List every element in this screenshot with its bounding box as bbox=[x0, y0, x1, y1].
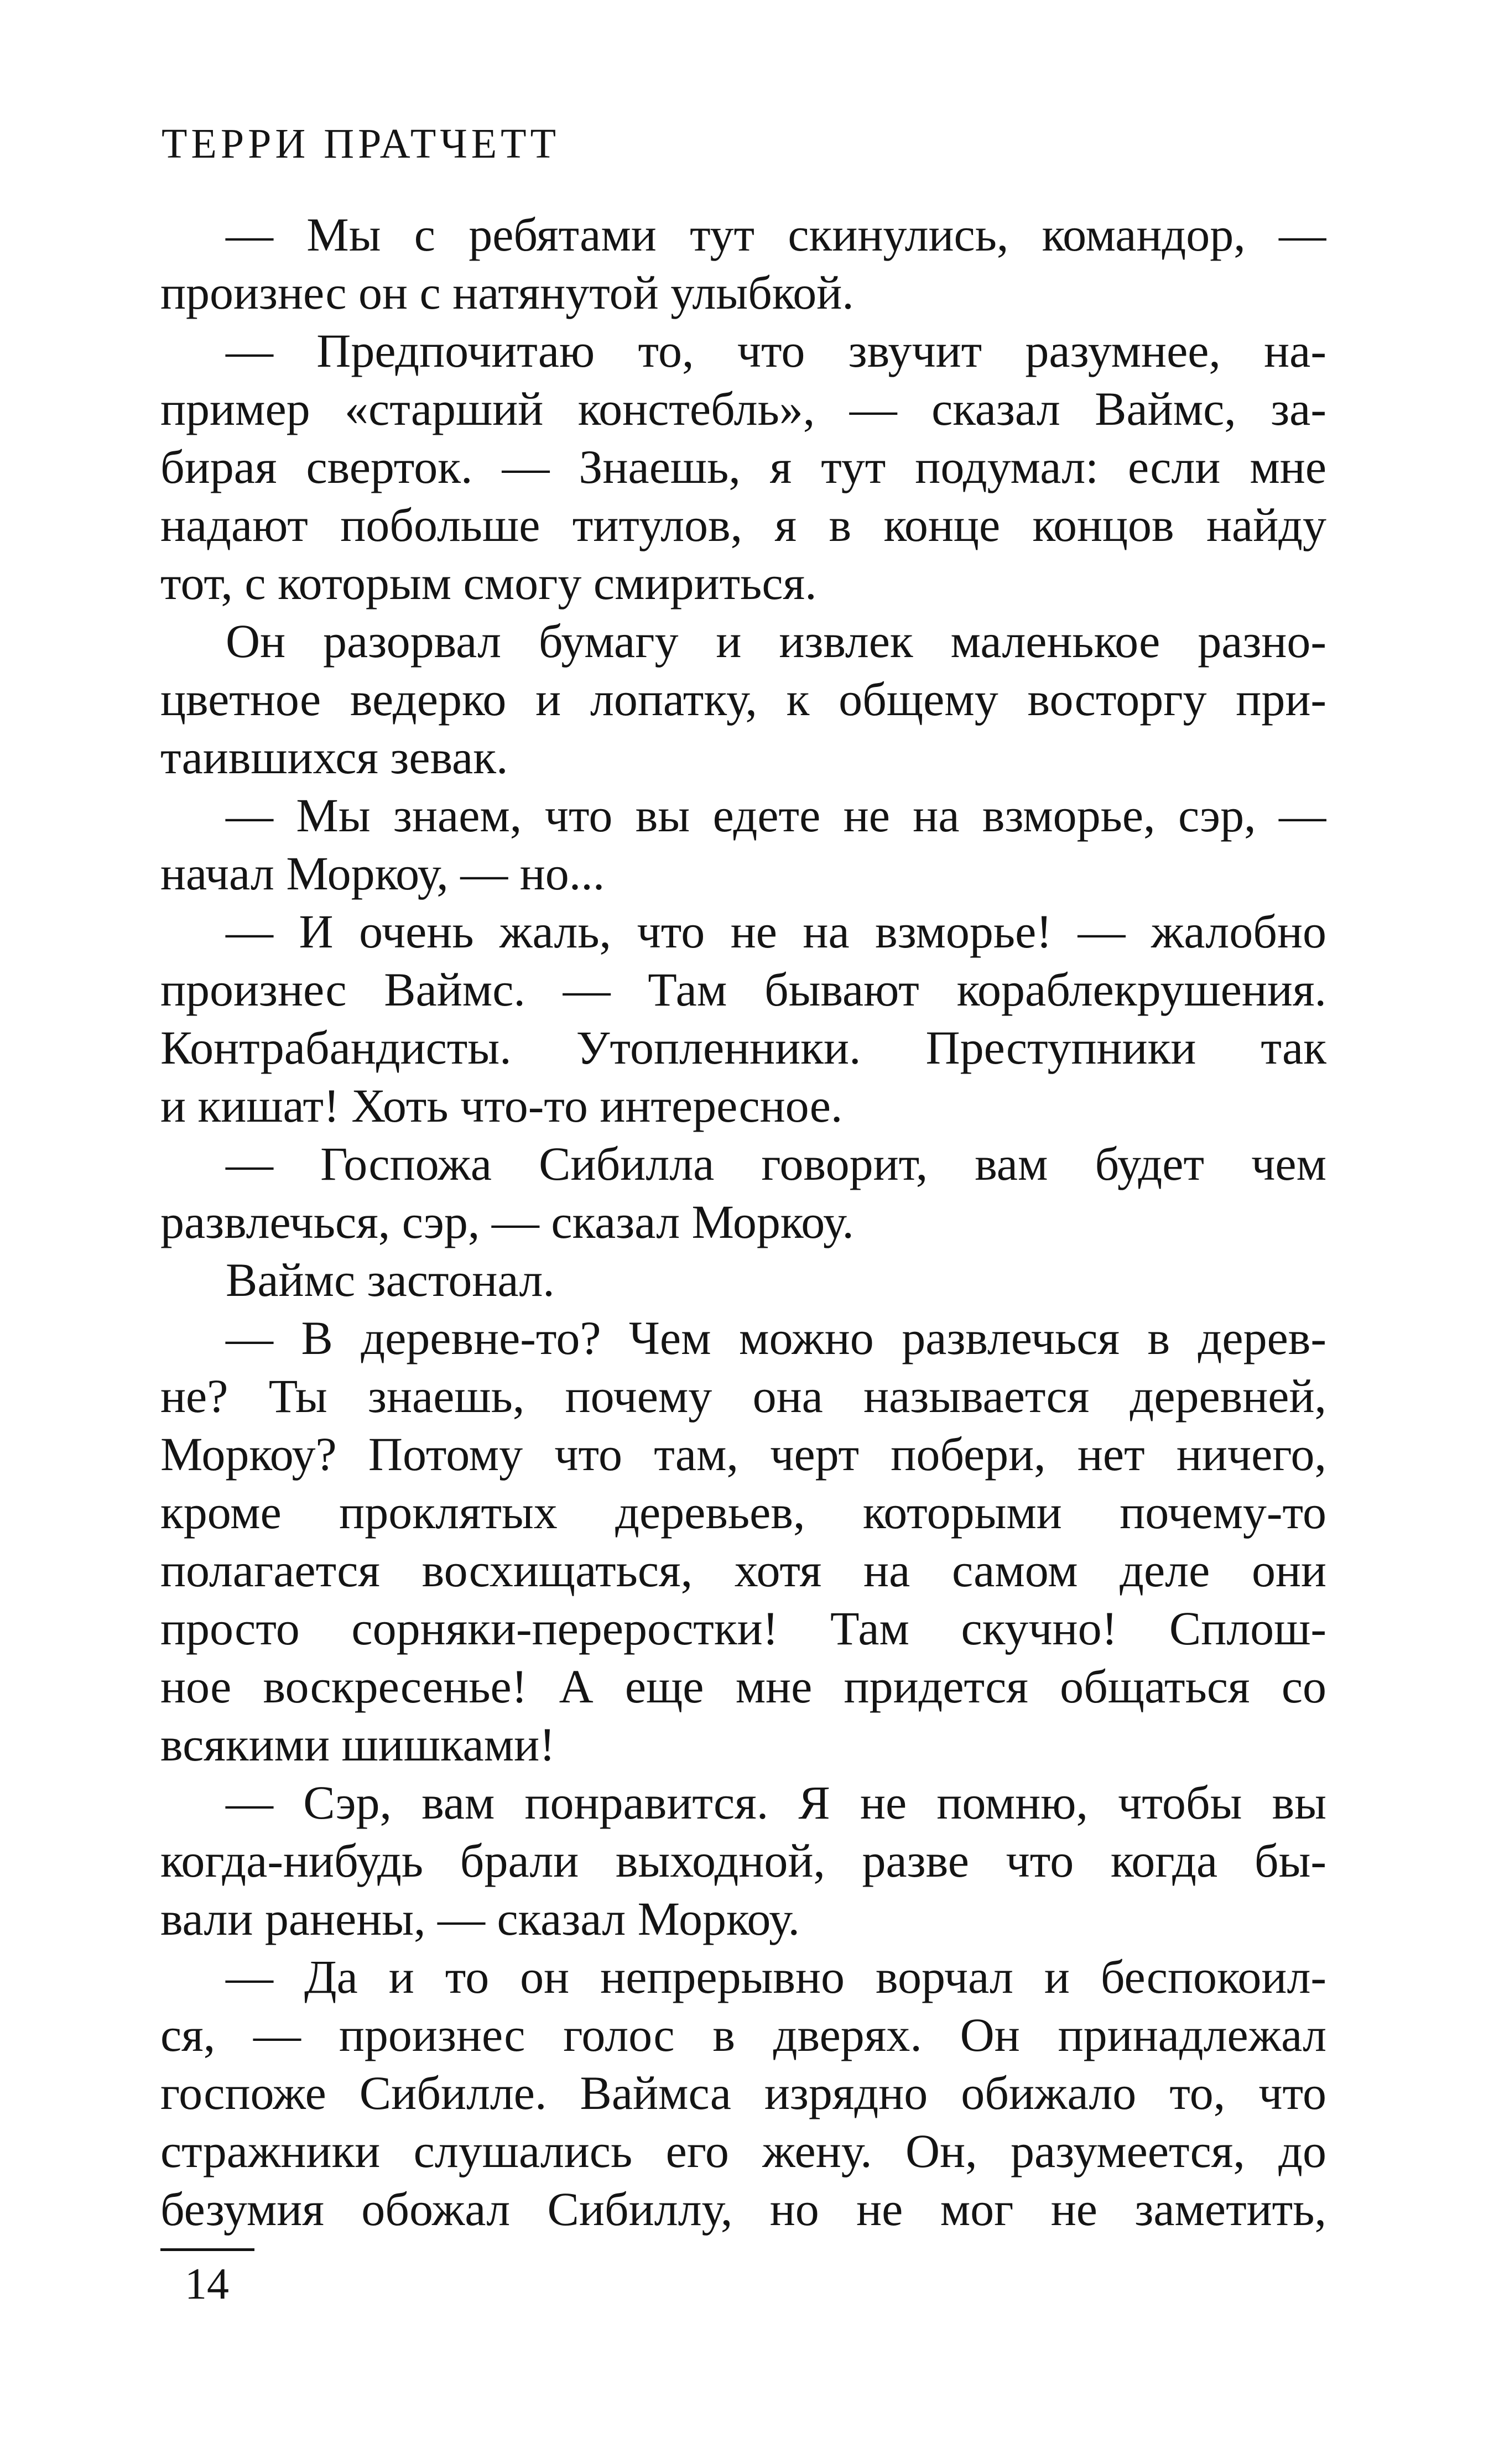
text-line: таившихся зевак. bbox=[160, 731, 508, 784]
text-line: произнес Ваймс. — Там бывают кораблекрушения. bbox=[160, 963, 1326, 1016]
text-line: госпоже Сибилле. Ваймса изрядно обижало то, что bbox=[160, 2066, 1326, 2119]
text-line: произнес он с натянутой улыбкой. bbox=[160, 266, 854, 319]
text-line: просто сорняки-переростки! Там скучно! Сплош- bbox=[160, 1602, 1326, 1655]
page-number: 14 bbox=[185, 2260, 229, 2309]
text-line: Моркоу? Потому что там, черт побери, нет ничего, bbox=[160, 1428, 1326, 1481]
text-line: — Да и то он непрерывно ворчал и беспокоил- bbox=[226, 1950, 1326, 2003]
text-line: — Сэр, вам понравится. Я не помню, чтобы вы bbox=[226, 1776, 1326, 1829]
footer-rule bbox=[160, 2248, 254, 2251]
text-line: Он разорвал бумагу и извлек маленькое разно- bbox=[226, 614, 1326, 668]
text-line: ся, — произнес голос в дверях. Он принадлежал bbox=[160, 2008, 1326, 2061]
text-line: пример «старший констебль», — сказал Ваймс, за- bbox=[160, 382, 1326, 435]
text-line: полагается восхищаться, хотя на самом деле они bbox=[160, 1544, 1326, 1597]
text-line: — В деревне-то? Чем можно развлечься в дерев- bbox=[226, 1311, 1326, 1364]
text-line: вали ранены, — сказал Моркоу. bbox=[160, 1892, 800, 1945]
text-line: надают побольше титулов, я в конце концов найду bbox=[160, 498, 1326, 551]
text-line: цветное ведерко и лопатку, к общему восторгу при- bbox=[160, 673, 1326, 726]
text-line: когда-нибудь брали выходной, разве что когда бы- bbox=[160, 1834, 1326, 1887]
text-line: — Предпочитаю то, что звучит разумнее, на- bbox=[226, 324, 1326, 377]
text-line: не? Ты знаешь, почему она называется деревней, bbox=[160, 1369, 1326, 1423]
text-line: кроме проклятых деревьев, которыми почему-то bbox=[160, 1486, 1326, 1539]
text-line: — Мы знаем, что вы едете не на взморье, сэр, — bbox=[226, 789, 1326, 842]
text-line: Контрабандисты. Утопленники. Преступники так bbox=[160, 1021, 1326, 1074]
text-line: всякими шишками! bbox=[160, 1718, 555, 1771]
text-line: стражники слушались его жену. Он, разумеется, до bbox=[160, 2124, 1326, 2178]
text-line: начал Моркоу, — но... bbox=[160, 847, 605, 900]
text-line: Ваймс застонал. bbox=[226, 1253, 555, 1306]
text-line: бирая сверток. — Знаешь, я тут подумал: если мне bbox=[160, 440, 1326, 493]
text-line: тот, с которым смогу смириться. bbox=[160, 556, 817, 610]
text-line: — Мы с ребятами тут скинулись, командор, — bbox=[226, 208, 1326, 261]
running-head-author: ТЕРРИ ПРАТЧЕТТ bbox=[162, 121, 560, 167]
text-line: — Госпожа Сибилла говорит, вам будет чем bbox=[226, 1137, 1326, 1190]
text-line: ное воскресенье! А еще мне придется общаться со bbox=[160, 1660, 1326, 1713]
text-line: безумия обожал Сибиллу, но не мог не заметить, bbox=[160, 2182, 1326, 2236]
text-line: развлечься, сэр, — сказал Моркоу. bbox=[160, 1195, 854, 1248]
text-line: и кишат! Хоть что-то интересное. bbox=[160, 1079, 843, 1132]
body-text bbox=[160, 206, 1326, 2238]
text-line: — И очень жаль, что не на взморье! — жалобно bbox=[226, 905, 1326, 958]
